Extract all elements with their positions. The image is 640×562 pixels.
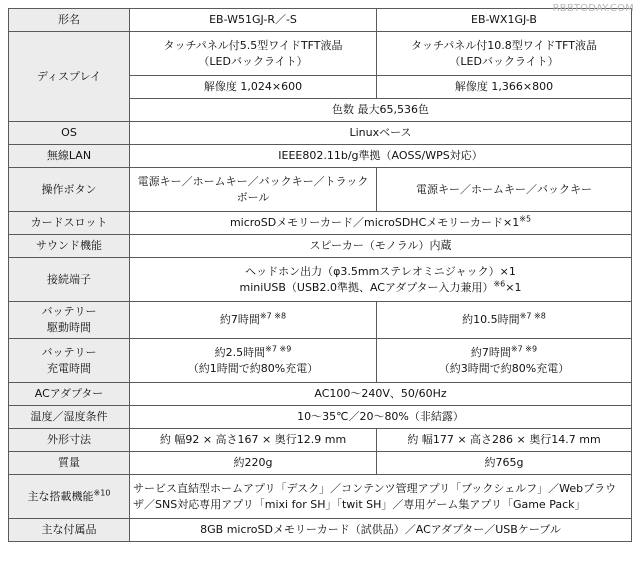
table-row-features xyxy=(9,475,632,519)
cell-battery-drive-b xyxy=(377,302,632,339)
row-label: 形名 xyxy=(9,9,130,32)
cell-resolution-b: 解像度 1,366×800 xyxy=(377,76,632,99)
battery-charge-label2: 充電時間 xyxy=(47,361,91,375)
table-row-battery-drive xyxy=(9,302,632,339)
table-row-sound xyxy=(9,235,632,258)
features-line2: ザ／SNS対応専用アプリ「mixi for SH」「twit SH」／専用ゲーム集アプリ「Game Pack」 xyxy=(133,497,586,511)
row-label: サウンド機能 xyxy=(9,235,130,258)
battery-drive-b-note: ※7 ※8 xyxy=(519,311,546,321)
features-line1: サービス直結型ホームアプリ「デスク」／コンテンツ管理アプリ「ブックシェルフ」／Webブラウ xyxy=(133,481,617,495)
cell-buttons-a xyxy=(130,168,377,212)
battery-charge-a-detail: （約1時間で約80%充電） xyxy=(187,361,319,375)
table-row-battery-charge xyxy=(9,339,632,383)
battery-charge-a-note: ※7 ※9 xyxy=(265,343,292,353)
battery-charge-b-note: ※7 ※9 xyxy=(510,343,538,353)
cell-wlan: IEEE802.11b/g準拠（AOSS/WPS対応） xyxy=(130,145,632,168)
features-label: 主な搭載機能 xyxy=(27,489,94,503)
battery-drive-a-note: ※7 ※8 xyxy=(259,311,287,321)
row-label: ディスプレイ xyxy=(9,32,130,122)
table-row-adapter xyxy=(9,383,632,406)
battery-drive-label1: バッテリー xyxy=(41,305,97,318)
cell-sound: スピーカー（モノラル）内蔵 xyxy=(130,235,632,258)
table-row-os xyxy=(9,122,632,145)
ports-line1: ヘッドホン出力（φ3.5mmステレオミニジャック）×1 xyxy=(245,264,516,278)
row-label: 主な付属品 xyxy=(9,519,130,542)
table-row-card xyxy=(9,212,632,235)
cell-ports xyxy=(130,258,632,302)
panel-b-line2: （LEDバックライト） xyxy=(449,54,559,68)
row-label xyxy=(9,475,130,519)
table-row-dimensions xyxy=(9,429,632,452)
table-row-environment xyxy=(9,406,632,429)
cell-battery-charge-b xyxy=(377,339,632,383)
panel-b-line1: タッチパネル付10.8型ワイドTFT液晶 xyxy=(410,38,598,52)
cell-dimensions-b: 約 幅177 × 高さ286 × 奥行14.7 mm xyxy=(377,429,632,452)
cell-battery-drive-a xyxy=(130,302,377,339)
ports-note: ※6 xyxy=(493,278,506,288)
row-label xyxy=(9,339,130,383)
panel-a-line1: タッチパネル付5.5型ワイドTFT液晶 xyxy=(163,38,343,52)
cell-dimensions-a: 約 幅92 × 高さ167 × 奥行12.9 mm xyxy=(130,429,377,452)
row-label: 温度／湿度条件 xyxy=(9,406,130,429)
cell-model-b: EB-WX1GJ-B xyxy=(377,9,632,32)
table-row-buttons xyxy=(9,168,632,212)
battery-charge-a: 約2.5時間 xyxy=(214,345,266,359)
cell-card xyxy=(130,212,632,235)
row-label: 操作ボタン xyxy=(9,168,130,212)
panel-a-line2: （LEDバックライト） xyxy=(198,54,308,68)
row-label: 無線LAN xyxy=(9,145,130,168)
cell-buttons-b: 電源キー／ホームキー／バックキー xyxy=(377,168,632,212)
row-label: 接続端子 xyxy=(9,258,130,302)
buttons-a-line2: ボール xyxy=(236,190,270,204)
cell-accessories: 8GB microSDメモリーカード（試供品）／ACアダプター／USBケーブル xyxy=(130,519,632,542)
table-row-weight xyxy=(9,452,632,475)
row-label xyxy=(9,302,130,339)
ports-line2-count: ×1 xyxy=(505,280,522,294)
cell-weight-b: 約765g xyxy=(377,452,632,475)
ports-line2-text: miniUSB（USB2.0準拠、ACアダプター入力兼用） xyxy=(239,280,494,294)
cell-resolution-a: 解像度 1,024×600 xyxy=(130,76,377,99)
table-row-model xyxy=(9,9,632,32)
spec-table xyxy=(8,8,632,542)
watermark: RBBTODAY.COM xyxy=(552,3,634,14)
cell-features xyxy=(130,475,632,519)
battery-charge-b: 約7時間 xyxy=(470,345,511,359)
cell-weight-a: 約220g xyxy=(130,452,377,475)
table-row-wlan xyxy=(9,145,632,168)
cell-model-a: EB-W51GJ-R／-S xyxy=(130,9,377,32)
table-row-display-panel xyxy=(9,32,632,76)
cell-display-panel-a xyxy=(130,32,377,76)
cell-colors: 色数 最大65,536色 xyxy=(130,99,632,122)
row-label: カードスロット xyxy=(9,212,130,235)
battery-charge-label1: バッテリー xyxy=(41,345,97,359)
row-label: ACアダプター xyxy=(9,383,130,406)
row-label: OS xyxy=(9,122,130,145)
battery-drive-b: 約10.5時間 xyxy=(462,313,520,326)
table-row-accessories xyxy=(9,519,632,542)
card-note: ※5 xyxy=(519,214,532,224)
cell-display-panel-b xyxy=(377,32,632,76)
battery-charge-b-detail: （約3時間で約80%充電） xyxy=(438,361,570,375)
table-row-ports xyxy=(9,258,632,302)
cell-os: Linuxベース xyxy=(130,122,632,145)
row-label: 外形寸法 xyxy=(9,429,130,452)
battery-drive-label2: 駆動時間 xyxy=(47,321,91,334)
features-note: ※10 xyxy=(93,487,111,497)
cell-environment: 10～35℃／20～80%（非結露） xyxy=(130,406,632,429)
cell-adapter: AC100～240V、50/60Hz xyxy=(130,383,632,406)
buttons-a-line1: 電源キー／ホームキー／バックキー／トラック xyxy=(137,174,369,188)
row-label: 質量 xyxy=(9,452,130,475)
battery-drive-a: 約7時間 xyxy=(219,313,260,326)
cell-battery-charge-a xyxy=(130,339,377,383)
card-value: microSDメモリーカード／microSDHCメモリーカード×1 xyxy=(229,216,520,229)
ports-line2 xyxy=(133,280,628,296)
